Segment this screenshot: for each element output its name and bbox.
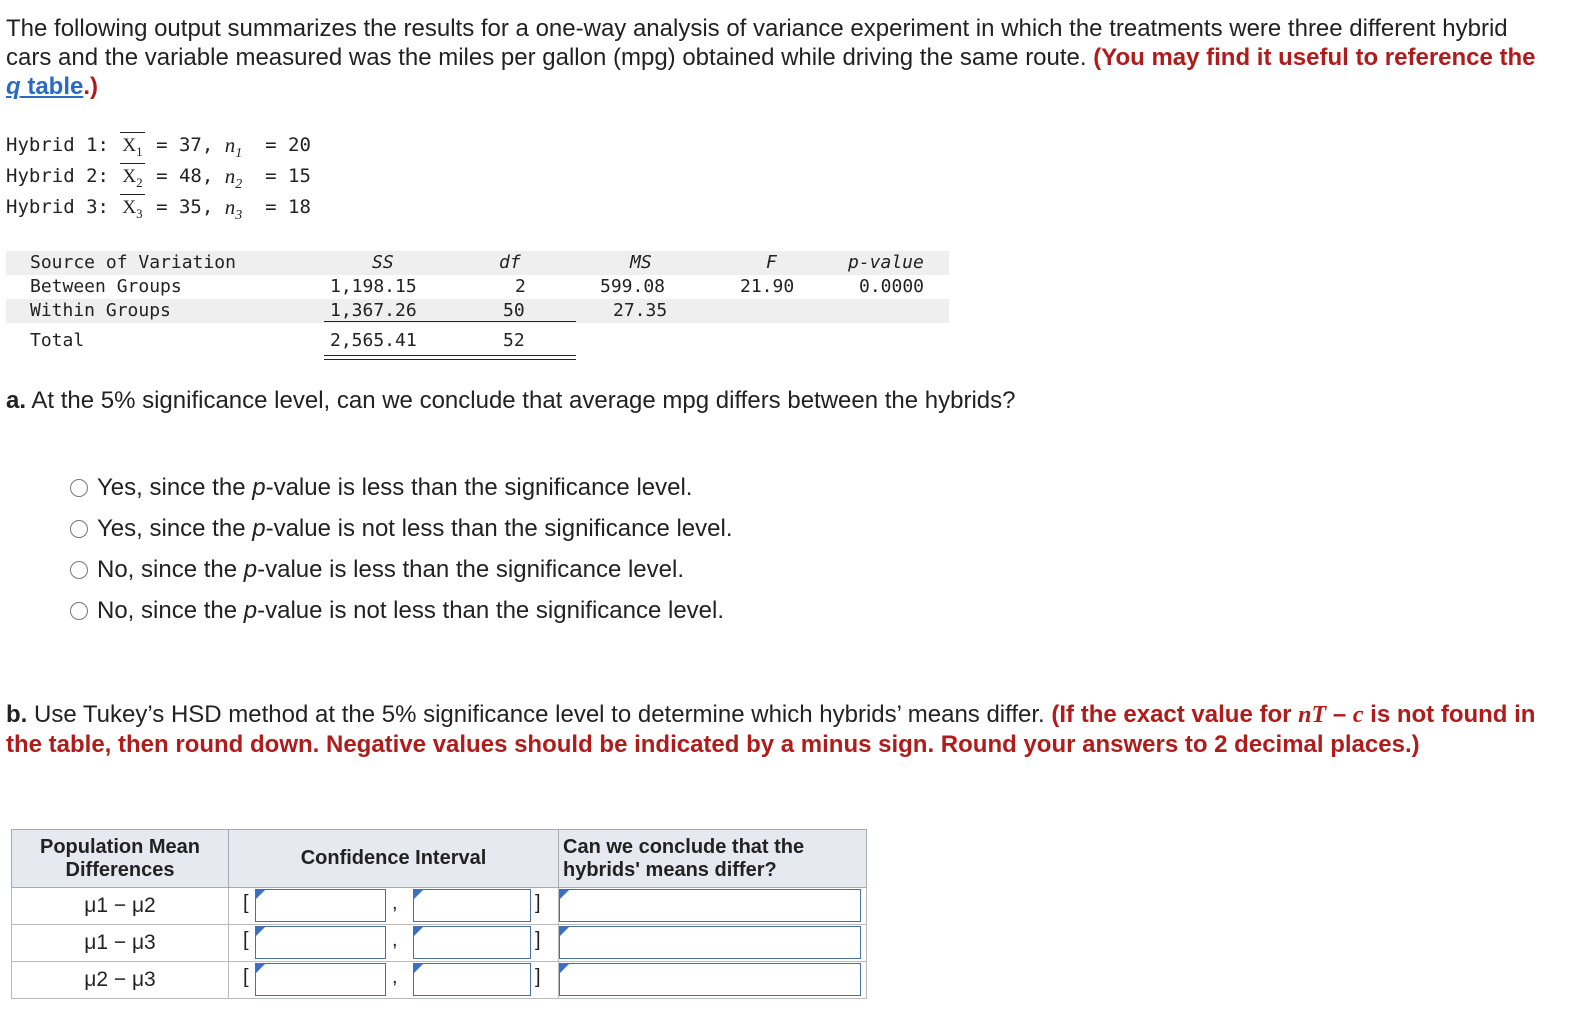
tukey-row: μ1 − μ3 [ , ] <box>12 925 867 962</box>
hybrid-row: Hybrid 3: $X_3$ = 35, $n_3$ = 18 <box>6 192 311 223</box>
hybrid-row: Hybrid 2: $X_2$ = 48, $n_2$ = 15 <box>6 161 311 192</box>
option-4[interactable]: No, since the p -value is not less than the significance level. <box>70 590 733 631</box>
anova-row-total: Total 2,565.41 52 <box>6 329 949 353</box>
anova-table <box>6 251 949 353</box>
confidence-interval-cell: [ , ] <box>229 962 559 999</box>
radio-button[interactable] <box>70 602 88 620</box>
anova-row-within: Within Groups 1,367.26 50 27.35 <box>6 299 949 323</box>
q-table-hint: (You may find it useful to reference the q table.) <box>6 44 1536 100</box>
confidence-interval-cell: [ , ] <box>229 888 559 925</box>
upper-bound-input[interactable] <box>413 926 531 959</box>
intro-text: The following output summarizes the results for a one-way analysis of variance experiment in which the treatments were three different hybrid cars and the variable measured was the miles per gallon (mpg) obtained while driving the same route. <box>6 15 1508 71</box>
part-b-hint: (If the exact value for nT – c is not found in the table, then round down. Negative values should be indicated by a minus sign. Round your answers to 2 decimal places.) <box>6 701 1536 758</box>
part-a-options <box>70 467 733 631</box>
tukey-row: μ1 − μ2 [ , ] <box>12 888 867 925</box>
conclusion-dropdown[interactable] <box>559 963 861 996</box>
radio-button[interactable] <box>70 479 88 497</box>
tukey-table <box>11 829 867 999</box>
upper-bound-input[interactable] <box>413 963 531 996</box>
tukey-row: μ2 − μ3 [ , ] <box>12 962 867 999</box>
intro-paragraph <box>6 14 1551 101</box>
option-3[interactable]: No, since the p -value is less than the significance level. <box>70 549 733 590</box>
xbar-3: $X_3$ <box>120 192 144 223</box>
xbar-1: $X_1$ <box>120 130 144 161</box>
radio-button[interactable] <box>70 520 88 538</box>
lower-bound-input[interactable] <box>255 889 386 922</box>
part-a-question: a. At the 5% significance level, can we conclude that average mpg differs between the hybrids? <box>6 387 1016 414</box>
conclusion-dropdown[interactable] <box>559 889 861 922</box>
hybrid-summary <box>6 130 311 223</box>
option-1[interactable]: Yes, since the p -value is less than the significance level. <box>70 467 733 508</box>
lower-bound-input[interactable] <box>255 926 386 959</box>
tukey-header-row: Population Mean Differences Confidence Interval Can we conclude that the hybrids' means differ? <box>12 830 867 888</box>
conclusion-dropdown[interactable] <box>559 926 861 959</box>
option-2[interactable]: Yes, since the p -value is not less than the significance level. <box>70 508 733 549</box>
anova-row-between: Between Groups 1,198.15 2 599.08 21.90 0.0000 <box>30 276 925 297</box>
q-table-link[interactable]: q table <box>6 73 84 100</box>
part-b-question: b. Use Tukey’s HSD method at the 5% significance level to determine which hybrids’ means differ. (If the exact value for nT – c is not found in the table, then round down. Negative values should be indicated by a minus sign. Round your answers to 2 decimal places.) <box>6 701 1536 758</box>
radio-button[interactable] <box>70 561 88 579</box>
anova-header-row: Source of Variation SS df MS F p-value <box>6 251 949 275</box>
hybrid-row: Hybrid 1: $X_1$ = 37, $n_1$ = 20 <box>6 130 311 161</box>
confidence-interval-cell: [ , ] <box>229 925 559 962</box>
xbar-2: $X_2$ <box>120 161 144 192</box>
lower-bound-input[interactable] <box>255 963 386 996</box>
upper-bound-input[interactable] <box>413 889 531 922</box>
